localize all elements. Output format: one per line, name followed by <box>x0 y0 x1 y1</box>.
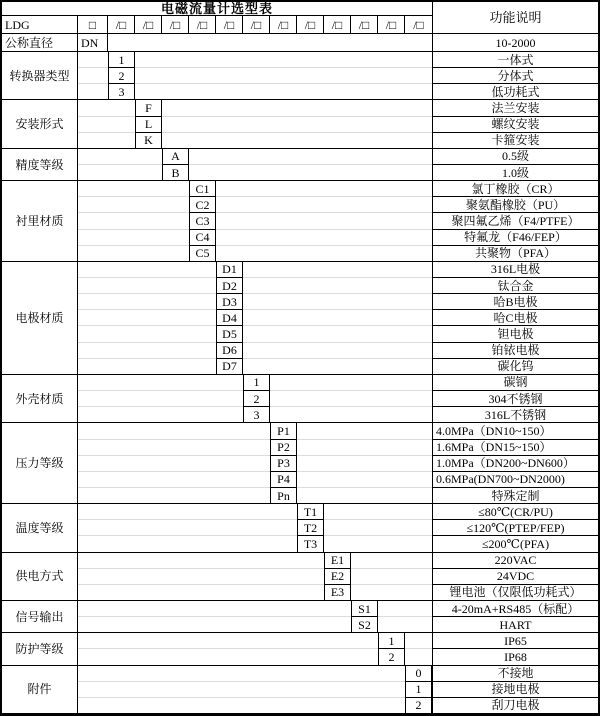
option-code: E1 <box>324 553 351 569</box>
option-desc: 铂铱电极 <box>432 343 598 359</box>
option-code: D3 <box>216 294 243 310</box>
group-spacer-left <box>78 472 270 488</box>
group-spacer-right <box>216 197 432 213</box>
option-desc: ≤120℃(PTEP/FEP) <box>432 520 598 536</box>
option-code: C4 <box>189 230 216 246</box>
group-spacer-right <box>270 375 432 391</box>
option-desc: 法兰安装 <box>432 100 598 116</box>
option-code: E3 <box>324 585 351 601</box>
group-spacer-left <box>78 601 351 617</box>
group-spacer-left <box>78 423 270 439</box>
group-spacer-right <box>324 504 432 520</box>
option-desc: 1.0MPa（DN200~DN600） <box>432 456 598 472</box>
option-code: T3 <box>297 536 324 552</box>
diameter-desc: 10-2000 <box>432 34 598 52</box>
group-spacer-right <box>135 68 432 84</box>
option-desc: 钛合金 <box>432 278 598 294</box>
group-spacer-left <box>78 504 297 520</box>
group-spacer-left <box>78 698 405 714</box>
model-base-box: □ <box>78 16 108 34</box>
group-spacer-left <box>78 520 297 536</box>
option-code: 2 <box>108 68 135 84</box>
option-desc: 4.0MPa（DN10~150） <box>432 423 598 439</box>
group-spacer-right <box>243 310 432 326</box>
group-label: 信号输出 <box>2 601 78 633</box>
option-desc: 螺纹安装 <box>432 117 598 133</box>
option-desc: 不接地 <box>432 666 598 682</box>
group-spacer-left <box>78 165 162 181</box>
option-code: D6 <box>216 343 243 359</box>
option-desc: 1.0级 <box>432 165 598 181</box>
option-desc: IP65 <box>432 633 598 649</box>
group-spacer-right <box>162 117 432 133</box>
group-spacer-left <box>78 569 324 585</box>
group-spacer-left <box>78 100 135 116</box>
option-desc: 24VDC <box>432 569 598 585</box>
group-spacer-left <box>78 359 216 375</box>
model-prefix-label: LDG <box>2 16 78 34</box>
group-label: 压力等级 <box>2 423 78 504</box>
option-code: 1 <box>243 375 270 391</box>
option-desc: 哈C电极 <box>432 310 598 326</box>
group-spacer-right <box>216 230 432 246</box>
group-label: 外壳材质 <box>2 375 78 423</box>
group-spacer-right <box>270 391 432 407</box>
option-code: 1 <box>108 52 135 68</box>
option-code: 2 <box>378 649 405 665</box>
option-code: D7 <box>216 359 243 375</box>
group-spacer-right <box>243 294 432 310</box>
option-code: C5 <box>189 246 216 262</box>
model-slot: /□ <box>162 16 189 34</box>
group-spacer-left <box>78 149 162 165</box>
group-spacer-left <box>78 294 216 310</box>
group-spacer-right <box>405 649 432 665</box>
option-desc: HART <box>432 617 598 633</box>
group-spacer-right <box>324 536 432 552</box>
model-slot: /□ <box>108 16 135 34</box>
option-desc: 哈B电极 <box>432 294 598 310</box>
group-spacer-right <box>243 262 432 278</box>
group-spacer-right <box>351 585 432 601</box>
group-spacer-right <box>135 84 432 100</box>
group-spacer-right <box>297 488 432 504</box>
option-desc: 碳化钨 <box>432 359 598 375</box>
group-spacer-right <box>378 617 432 633</box>
model-slot: /□ <box>297 16 324 34</box>
group-spacer-right <box>243 278 432 294</box>
group-label: 精度等级 <box>2 149 78 181</box>
model-slot: /□ <box>189 16 216 34</box>
option-desc: 0.5级 <box>432 149 598 165</box>
option-code: 2 <box>243 391 270 407</box>
option-desc: 接地电极 <box>432 682 598 698</box>
group-spacer-left <box>78 326 216 342</box>
group-spacer-right <box>351 569 432 585</box>
option-code: P4 <box>270 472 297 488</box>
function-column-header: 功能说明 <box>432 2 598 34</box>
group-spacer-right <box>135 52 432 68</box>
option-desc: 304不锈钢 <box>432 391 598 407</box>
option-desc: 特氟龙（F46/FEP） <box>432 230 598 246</box>
model-slot: /□ <box>378 16 405 34</box>
group-spacer-left <box>78 585 324 601</box>
group-spacer-left <box>78 213 189 229</box>
option-code: P3 <box>270 456 297 472</box>
group-spacer-left <box>78 230 189 246</box>
option-code: C1 <box>189 181 216 197</box>
option-desc: ≤200℃(PFA) <box>432 536 598 552</box>
option-code: C2 <box>189 197 216 213</box>
group-spacer-right <box>162 100 432 116</box>
option-code: P1 <box>270 423 297 439</box>
group-label: 防护等级 <box>2 633 78 665</box>
option-desc: 碳钢 <box>432 375 598 391</box>
option-desc: 低功耗式 <box>432 84 598 100</box>
option-desc: 316L不锈钢 <box>432 407 598 423</box>
option-code: D1 <box>216 262 243 278</box>
group-spacer-left <box>78 181 189 197</box>
group-spacer-right <box>297 440 432 456</box>
option-code: D4 <box>216 310 243 326</box>
group-spacer-left <box>78 52 108 68</box>
group-spacer-right <box>297 423 432 439</box>
group-spacer-left <box>78 133 135 149</box>
page-title: 电磁流量计选型表 <box>2 2 432 16</box>
model-slot: /□ <box>405 16 432 34</box>
group-spacer-right <box>243 343 432 359</box>
group-spacer-right <box>405 633 432 649</box>
option-code: D2 <box>216 278 243 294</box>
model-slot: /□ <box>324 16 351 34</box>
option-desc: 刮刀电极 <box>432 698 598 714</box>
group-spacer-left <box>78 666 405 682</box>
option-code: C3 <box>189 213 216 229</box>
group-label: 衬里材质 <box>2 181 78 262</box>
option-code: 3 <box>108 84 135 100</box>
option-desc: 4-20mA+RS485（标配） <box>432 601 598 617</box>
option-code: B <box>162 165 189 181</box>
group-spacer-right <box>297 456 432 472</box>
group-spacer-right <box>351 553 432 569</box>
option-code: A <box>162 149 189 165</box>
option-code: D5 <box>216 326 243 342</box>
group-label: 温度等级 <box>2 504 78 552</box>
option-code: T2 <box>297 520 324 536</box>
group-spacer-left <box>78 391 243 407</box>
option-code: Pn <box>270 488 297 504</box>
option-desc: 聚氨酯橡胶（PU） <box>432 197 598 213</box>
group-spacer-left <box>78 68 108 84</box>
model-slot: /□ <box>243 16 270 34</box>
option-code: K <box>135 133 162 149</box>
group-spacer-right <box>243 359 432 375</box>
group-spacer-left <box>78 553 324 569</box>
option-desc: 1.6MPa（DN15~150） <box>432 440 598 456</box>
option-code: 1 <box>378 633 405 649</box>
diameter-spacer <box>108 34 432 52</box>
model-slot: /□ <box>351 16 378 34</box>
option-desc: 钽电极 <box>432 326 598 342</box>
group-spacer-right <box>216 213 432 229</box>
option-code: 0 <box>405 666 432 682</box>
option-desc: 锂电池（仅限低功耗式） <box>432 585 598 601</box>
option-code: E2 <box>324 569 351 585</box>
group-spacer-left <box>78 488 270 504</box>
group-spacer-right <box>243 326 432 342</box>
group-spacer-left <box>78 649 378 665</box>
group-spacer-left <box>78 375 243 391</box>
group-spacer-left <box>78 456 270 472</box>
option-code: 2 <box>405 698 432 714</box>
group-spacer-left <box>78 117 135 133</box>
option-desc: 0.6MPa(DN700~DN2000) <box>432 472 598 488</box>
group-spacer-right <box>216 181 432 197</box>
option-code: T1 <box>297 504 324 520</box>
group-spacer-left <box>78 343 216 359</box>
option-code: P2 <box>270 440 297 456</box>
option-desc: 氯丁橡胶（CR） <box>432 181 598 197</box>
group-spacer-left <box>78 84 108 100</box>
group-label: 转换器类型 <box>2 52 78 100</box>
group-spacer-left <box>78 617 351 633</box>
option-code: S1 <box>351 601 378 617</box>
group-label: 附件 <box>2 666 78 714</box>
group-spacer-left <box>78 633 378 649</box>
option-code: 3 <box>243 407 270 423</box>
group-spacer-right <box>378 601 432 617</box>
group-spacer-left <box>78 278 216 294</box>
group-spacer-right <box>216 246 432 262</box>
group-spacer-left <box>78 197 189 213</box>
option-desc: ≤80℃(CR/PU) <box>432 504 598 520</box>
diameter-code: DN <box>78 34 108 52</box>
option-desc: 卡箍安装 <box>432 133 598 149</box>
group-label: 供电方式 <box>2 553 78 601</box>
option-code: L <box>135 117 162 133</box>
group-spacer-left <box>78 440 270 456</box>
option-desc: 一体式 <box>432 52 598 68</box>
option-desc: 聚四氟乙烯（F4/PTFE） <box>432 213 598 229</box>
option-code: 1 <box>405 682 432 698</box>
diameter-label: 公称直径 <box>2 34 78 52</box>
model-slot: /□ <box>135 16 162 34</box>
group-spacer-left <box>78 536 297 552</box>
option-code: S2 <box>351 617 378 633</box>
model-slot: /□ <box>270 16 297 34</box>
group-label: 电极材质 <box>2 262 78 375</box>
group-spacer-right <box>189 165 432 181</box>
option-desc: 分体式 <box>432 68 598 84</box>
group-spacer-left <box>78 262 216 278</box>
group-spacer-left <box>78 310 216 326</box>
group-spacer-left <box>78 246 189 262</box>
group-spacer-left <box>78 682 405 698</box>
group-spacer-right <box>297 472 432 488</box>
option-code: F <box>135 100 162 116</box>
option-desc: 特殊定制 <box>432 488 598 504</box>
group-spacer-right <box>189 149 432 165</box>
option-desc: 共聚物（PFA） <box>432 246 598 262</box>
group-spacer-left <box>78 407 243 423</box>
group-spacer-right <box>324 520 432 536</box>
option-desc: 316L电极 <box>432 262 598 278</box>
option-desc: 220VAC <box>432 553 598 569</box>
option-desc: IP68 <box>432 649 598 665</box>
group-label: 安装形式 <box>2 100 78 148</box>
group-spacer-right <box>162 133 432 149</box>
group-spacer-right <box>270 407 432 423</box>
model-slot: /□ <box>216 16 243 34</box>
